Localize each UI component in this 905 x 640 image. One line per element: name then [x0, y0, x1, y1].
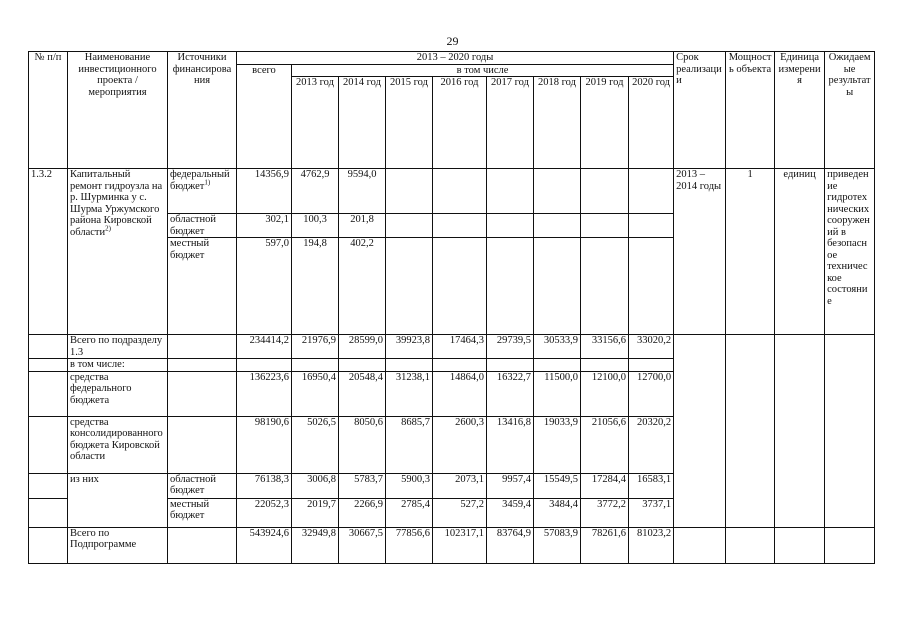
amount-cell: 3484,4	[534, 498, 581, 527]
amount-cell: 17464,3	[433, 335, 487, 359]
amount-cell: 83764,9	[487, 527, 534, 563]
amount-cell: 76138,3	[237, 473, 292, 498]
amount-cell: 32949,8	[292, 527, 339, 563]
amount-cell: 5783,7	[339, 473, 386, 498]
amount-cell	[629, 238, 674, 335]
amount-cell: 8685,7	[386, 416, 433, 473]
header-year: 2016 год	[433, 77, 487, 169]
amount-cell: 2073,1	[433, 473, 487, 498]
amount-cell: 9594,0	[339, 169, 386, 214]
amount-cell	[534, 214, 581, 238]
project-name-text: Капитальный ремонт гидроузла на р. Шурминка у с. Шурма Уржумского района Кировской области	[70, 169, 163, 238]
summary-power	[726, 527, 775, 563]
amount-cell: 30533,9	[534, 335, 581, 359]
summary-source	[168, 416, 237, 473]
summary-num	[29, 527, 68, 563]
amount-cell: 17284,4	[581, 473, 629, 498]
amount-cell: 21976,9	[292, 335, 339, 359]
amount-cell: 33156,6	[581, 335, 629, 359]
funding-source-text: областной бюджет	[170, 214, 216, 237]
amount-cell	[581, 214, 629, 238]
header-term: Срок реализации	[674, 52, 726, 169]
amount-cell	[433, 214, 487, 238]
amount-cell: 543924,6	[237, 527, 292, 563]
summary-term	[674, 527, 726, 563]
header-unit: Единица измерения	[775, 52, 825, 169]
project-num: 1.3.2	[29, 169, 68, 335]
amount-cell	[581, 238, 629, 335]
amount-cell: 9957,4	[487, 473, 534, 498]
amount-cell: 302,1	[237, 214, 292, 238]
amount-cell: 57083,9	[534, 527, 581, 563]
amount-cell: 2019,7	[292, 498, 339, 527]
summary-unit	[775, 335, 825, 528]
amount-cell: 4762,9	[292, 169, 339, 214]
amount-cell	[386, 214, 433, 238]
funding-source-text: местный бюджет	[170, 238, 210, 261]
amount-cell	[581, 169, 629, 214]
amount-cell: 20548,4	[339, 371, 386, 416]
amount-cell: 201,8	[339, 214, 386, 238]
amount-cell: 98190,6	[237, 416, 292, 473]
amount-cell: 3459,4	[487, 498, 534, 527]
amount-cell: 100,3	[292, 214, 339, 238]
amount-cell	[386, 238, 433, 335]
header-year: 2018 год	[534, 77, 581, 169]
amount-cell: 136223,6	[237, 371, 292, 416]
amount-cell: 33020,2	[629, 335, 674, 359]
amount-cell: 15549,5	[534, 473, 581, 498]
project-name	[68, 169, 168, 335]
summary-num	[29, 498, 68, 527]
summary-source	[168, 527, 237, 563]
amount-cell: 20320,2	[629, 416, 674, 473]
amount-cell	[339, 359, 386, 372]
header-total: всего	[237, 64, 292, 169]
amount-cell	[433, 359, 487, 372]
summary-label: средства консолидированного бюджета Кировской области	[68, 416, 168, 473]
amount-cell: 81023,2	[629, 527, 674, 563]
summary-num	[29, 371, 68, 416]
header-year: 2015 год	[386, 77, 433, 169]
page-number: 29	[446, 34, 459, 48]
project-result: приведение гидротехнических сооружений в безопасное техническое состояние	[825, 169, 875, 335]
header-power: Мощность объекта	[726, 52, 775, 169]
header-period: 2013 – 2020 годы	[237, 52, 674, 65]
funding-source-text: федеральный бюджет	[170, 169, 230, 192]
amount-cell	[487, 214, 534, 238]
amount-cell: 5026,5	[292, 416, 339, 473]
summary-num	[29, 473, 68, 498]
amount-cell: 234414,2	[237, 335, 292, 359]
amount-cell: 597,0	[237, 238, 292, 335]
amount-cell	[534, 238, 581, 335]
amount-cell: 77856,6	[386, 527, 433, 563]
funding-source	[168, 238, 237, 335]
amount-cell	[629, 359, 674, 372]
amount-cell	[629, 214, 674, 238]
summary-label: средства федерального бюджета	[68, 371, 168, 416]
amount-cell: 8050,6	[339, 416, 386, 473]
investment-table	[28, 51, 875, 564]
amount-cell: 16950,4	[292, 371, 339, 416]
amount-cell	[487, 359, 534, 372]
amount-cell	[386, 359, 433, 372]
amount-cell	[433, 238, 487, 335]
amount-cell: 31238,1	[386, 371, 433, 416]
summary-label: Всего по подразделу 1.3	[68, 335, 168, 359]
amount-cell: 3772,2	[581, 498, 629, 527]
table-row	[29, 335, 875, 359]
amount-cell: 527,2	[433, 498, 487, 527]
summary-unit	[775, 527, 825, 563]
table-row	[29, 169, 875, 214]
summary-source	[168, 335, 237, 359]
summary-result	[825, 527, 875, 563]
amount-cell: 21056,6	[581, 416, 629, 473]
summary-source	[168, 359, 237, 372]
project-name-footnote: 2)	[105, 224, 111, 232]
amount-cell: 29739,5	[487, 335, 534, 359]
header-year: 2017 год	[487, 77, 534, 169]
project-unit: единиц	[775, 169, 825, 335]
amount-cell: 28599,0	[339, 335, 386, 359]
amount-cell: 2266,9	[339, 498, 386, 527]
amount-cell	[386, 169, 433, 214]
amount-cell: 402,2	[339, 238, 386, 335]
amount-cell: 78261,6	[581, 527, 629, 563]
amount-cell: 2600,3	[433, 416, 487, 473]
amount-cell: 5900,3	[386, 473, 433, 498]
project-power: 1	[726, 169, 775, 335]
funding-source	[168, 214, 237, 238]
amount-cell: 12100,0	[581, 371, 629, 416]
summary-num	[29, 359, 68, 372]
amount-cell	[487, 238, 534, 335]
amount-cell	[629, 169, 674, 214]
header-name: Наименование инвестиционного проекта / мероприятия	[68, 52, 168, 169]
funding-source-footnote: 1)	[204, 178, 211, 186]
header-incl: в том числе	[292, 64, 674, 77]
table-body	[29, 52, 875, 564]
summary-power	[726, 335, 775, 528]
amount-cell	[487, 169, 534, 214]
header-year: 2013 год	[292, 77, 339, 169]
summary-source: местный бюджет	[168, 498, 237, 527]
amount-cell: 2785,4	[386, 498, 433, 527]
amount-cell: 19033,9	[534, 416, 581, 473]
header-source: Источники финансирования	[168, 52, 237, 169]
summary-label: в том числе:	[68, 359, 168, 372]
header-num: № п/п	[29, 52, 68, 169]
funding-source	[168, 169, 237, 214]
header-year: 2019 год	[581, 77, 629, 169]
amount-cell: 194,8	[292, 238, 339, 335]
summary-num	[29, 335, 68, 359]
table-row	[29, 527, 875, 563]
amount-cell: 39923,8	[386, 335, 433, 359]
summary-result	[825, 335, 875, 528]
amount-cell: 11500,0	[534, 371, 581, 416]
header-year: 2014 год	[339, 77, 386, 169]
amount-cell: 3006,8	[292, 473, 339, 498]
amount-cell: 30667,5	[339, 527, 386, 563]
amount-cell	[292, 359, 339, 372]
amount-cell: 102317,1	[433, 527, 487, 563]
amount-cell	[237, 359, 292, 372]
amount-cell: 16583,1	[629, 473, 674, 498]
summary-source: областной бюджет	[168, 473, 237, 498]
summary-term	[674, 335, 726, 528]
summary-label: из них	[68, 473, 168, 527]
amount-cell	[534, 169, 581, 214]
amount-cell	[433, 169, 487, 214]
summary-num	[29, 416, 68, 473]
amount-cell	[534, 359, 581, 372]
amount-cell	[581, 359, 629, 372]
project-term: 2013 – 2014 годы	[674, 169, 726, 335]
amount-cell: 13416,8	[487, 416, 534, 473]
amount-cell: 3737,1	[629, 498, 674, 527]
summary-source	[168, 371, 237, 416]
amount-cell: 14864,0	[433, 371, 487, 416]
summary-label: Всего по Подпрограмме	[68, 527, 168, 563]
amount-cell: 16322,7	[487, 371, 534, 416]
amount-cell: 14356,9	[237, 169, 292, 214]
amount-cell: 22052,3	[237, 498, 292, 527]
header-year: 2020 год	[629, 77, 674, 169]
amount-cell: 12700,0	[629, 371, 674, 416]
header-result: Ожидаемые результаты	[825, 52, 875, 169]
